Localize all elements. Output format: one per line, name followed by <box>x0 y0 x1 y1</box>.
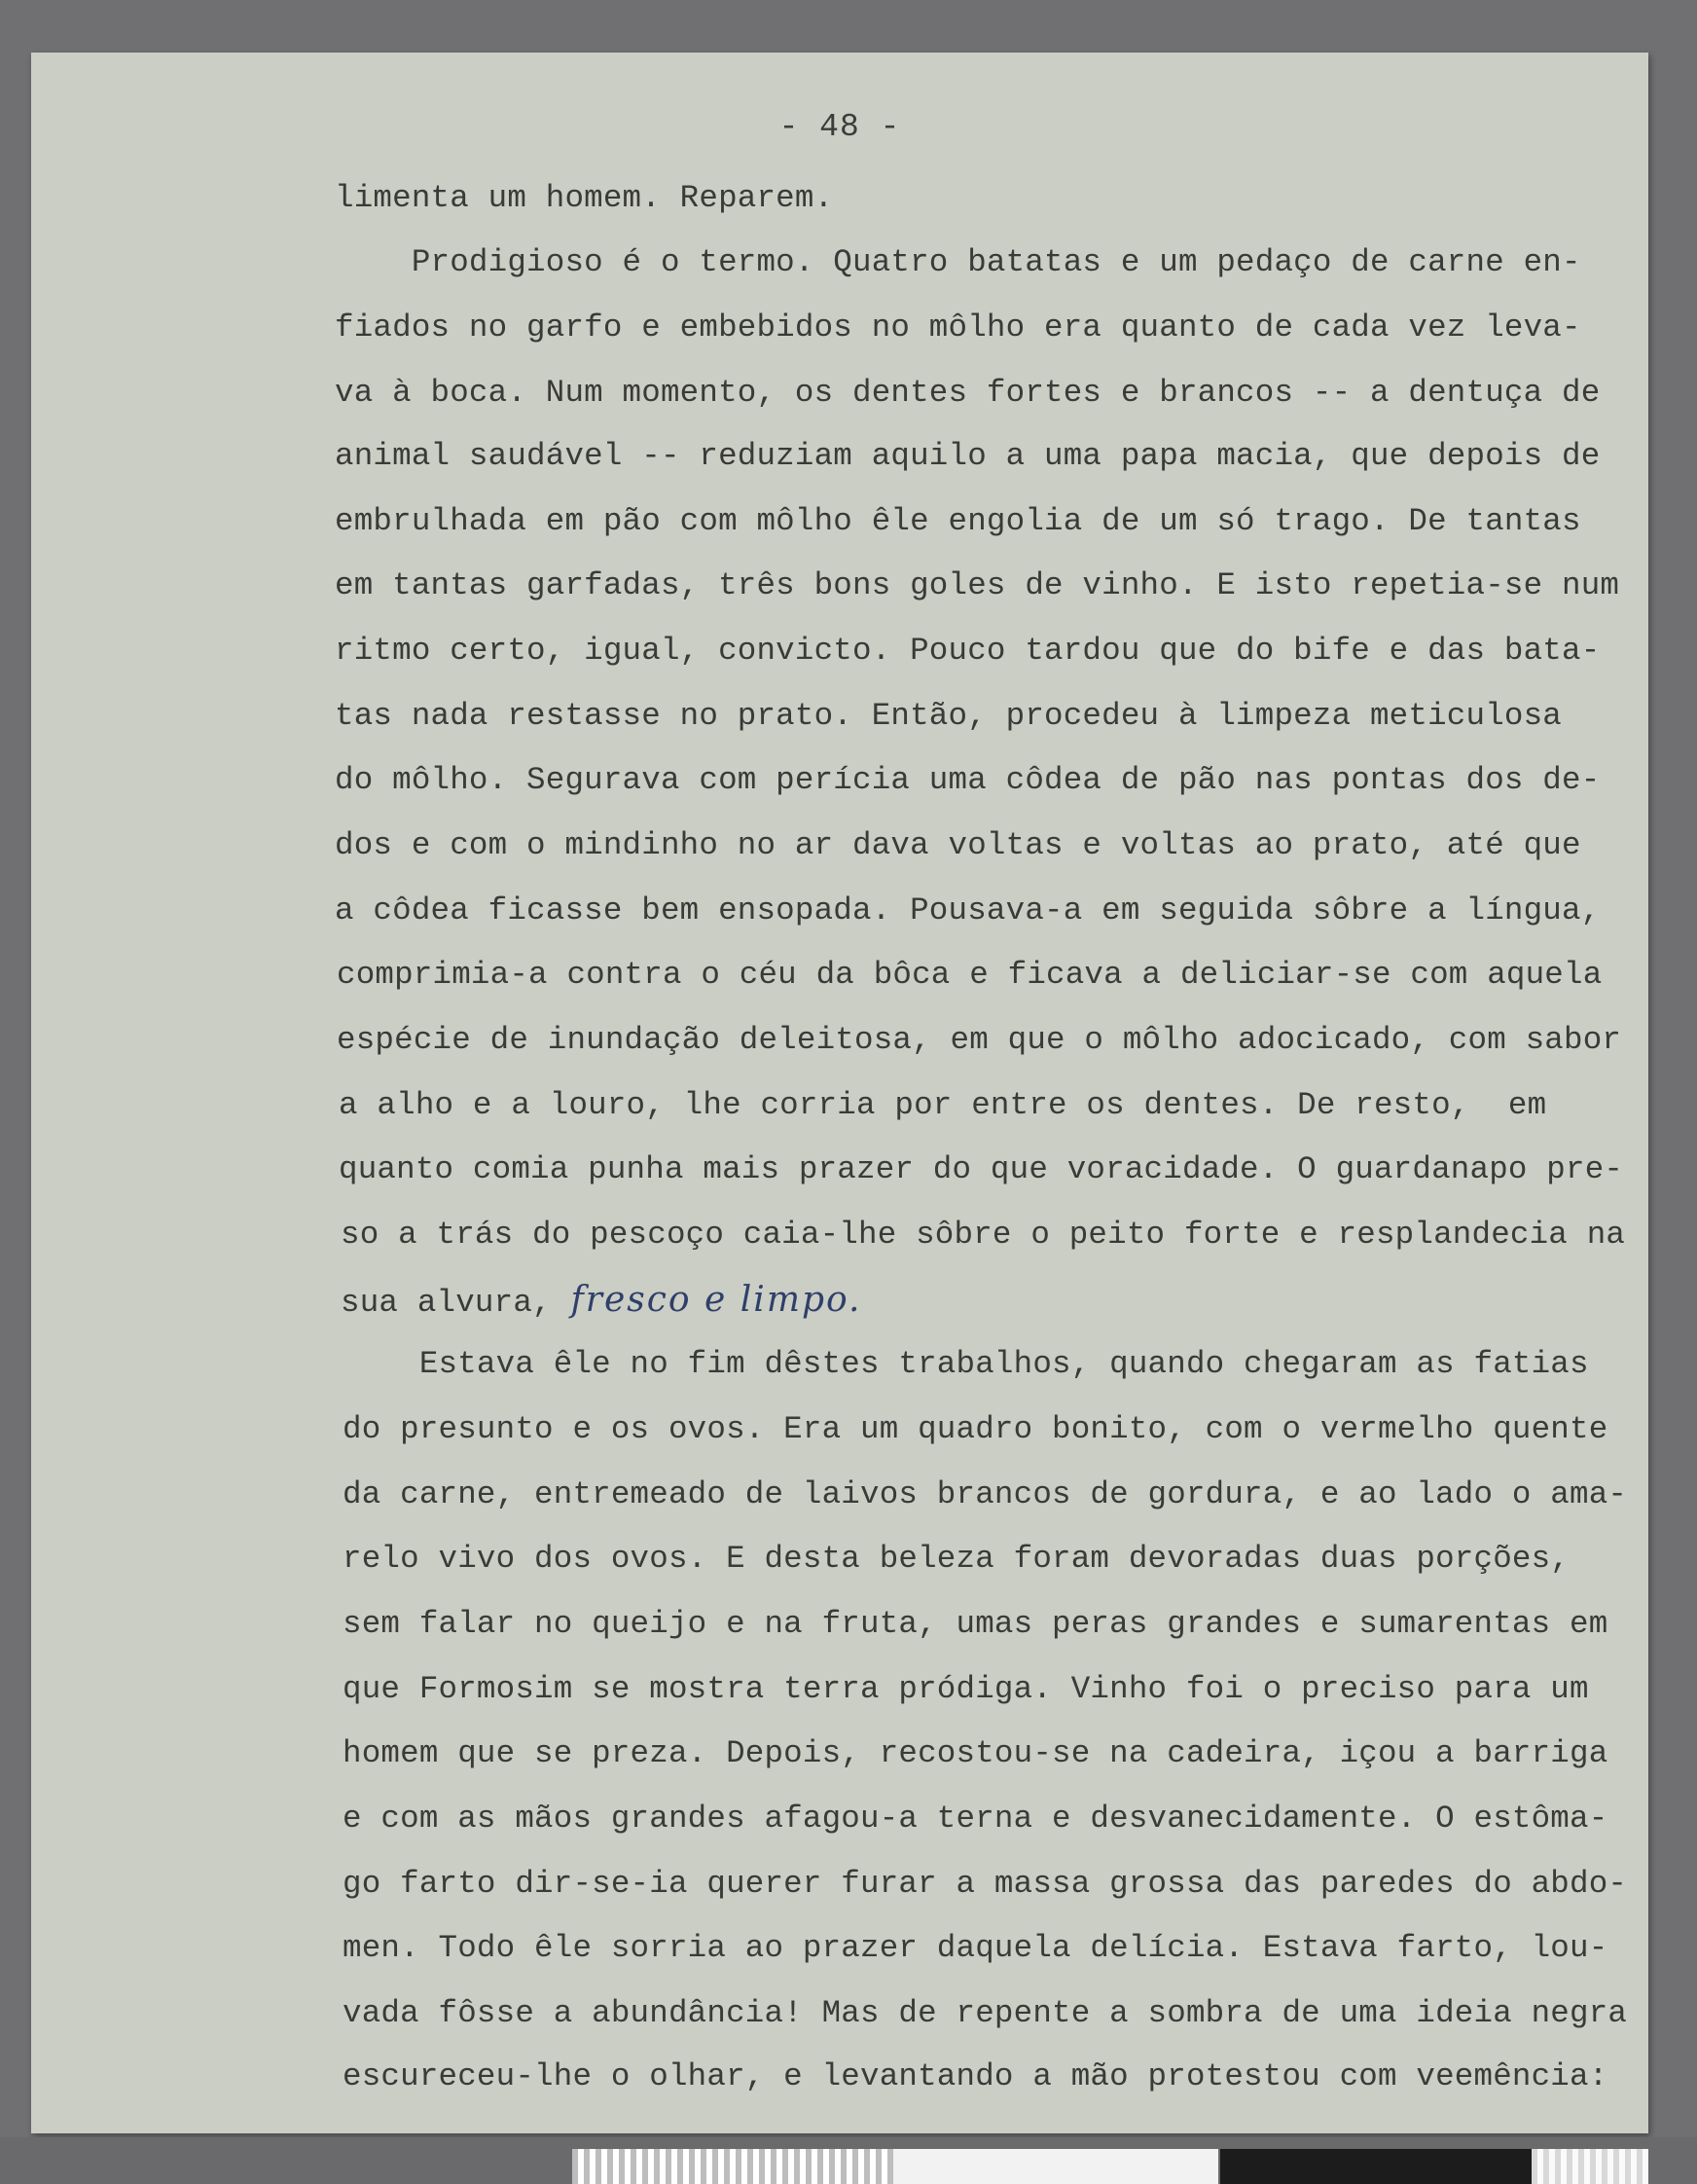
text-line <box>335 757 1678 804</box>
text-line <box>337 1017 1679 1064</box>
text-line-content: ritmo certo, igual, convicto. Pouco tardou que do bife e das bata- <box>335 633 1601 669</box>
text-line-content: da carne, entremeado de laivos brancos de gordura, e ao lado o ama- <box>343 1476 1628 1512</box>
text-line-content: Estava êle no fim dêstes trabalhos, quando chegaram as fatias <box>343 1346 1589 1382</box>
text-line <box>343 2054 1685 2100</box>
text-line <box>339 1147 1681 1193</box>
text-line-content: animal saudável -- reduziam aquilo a uma papa macia, que depois de <box>335 438 1601 474</box>
text-line <box>343 1536 1685 1583</box>
text-line <box>335 693 1678 740</box>
text-line-content: tas nada restasse no prato. Então, procedeu à limpeza meticulosa <box>335 698 1563 734</box>
text-line-content: do presunto e os ovos. Era um quadro bonito, com o vermelho quente <box>343 1411 1608 1447</box>
page-number: - 48 - <box>778 109 901 145</box>
text-line-content: homem que se preza. Depois, recostou-se na cadeira, içou a barriga <box>343 1735 1608 1771</box>
text-line <box>337 952 1679 999</box>
scale-ruler-end <box>1532 2149 1648 2184</box>
text-line <box>335 563 1678 609</box>
text-line-content: dos e com o mindinho no ar dava voltas e voltas ao prato, até que <box>335 827 1581 863</box>
text-line <box>343 1341 1685 1388</box>
text-line-content: so a trás do pescoço caia-lhe sôbre o peito forte e resplandecia na <box>341 1217 1626 1253</box>
text-line-content: em tantas garfadas, três bons goles de vinho. E isto repetia-se num <box>335 567 1620 603</box>
text-line <box>335 305 1678 351</box>
text-line <box>343 1666 1685 1713</box>
text-line-content: limenta um homem. Reparem. <box>335 180 834 216</box>
text-line <box>335 239 1678 286</box>
scale-ruler <box>572 2149 893 2184</box>
text-line-content: embrulhada em pão com môlho êle engolia de um só trago. De tantas <box>335 503 1581 539</box>
text-line-content: escureceu-lhe o olhar, e levantando a mão protestou com veemência: <box>343 2058 1608 2094</box>
text-line <box>343 1472 1685 1518</box>
text-line <box>335 888 1678 934</box>
text-line <box>335 628 1678 674</box>
text-line <box>343 1406 1685 1453</box>
text-line-content: a alho e a louro, lhe corria por entre os dentes. De resto, em <box>339 1087 1547 1123</box>
scale-ruler-blank <box>893 2149 1218 2184</box>
color-calibration-bar <box>1220 2149 1532 2184</box>
text-line-content: quanto comia punha mais prazer do que voracidade. O guardanapo pre- <box>339 1151 1624 1187</box>
text-line-content: relo vivo dos ovos. E desta beleza foram devoradas duas porções, <box>343 1541 1571 1577</box>
text-line-content: fiados no garfo e embebidos no môlho era quanto de cada vez leva- <box>335 309 1581 346</box>
text-line <box>335 433 1678 480</box>
text-line <box>343 1730 1685 1777</box>
text-line <box>339 1082 1681 1129</box>
text-line <box>343 1796 1685 1842</box>
text-line <box>335 370 1678 417</box>
text-line <box>335 498 1678 545</box>
text-line-content: e com as mãos grandes afagou-a terna e desvanecidamente. O estôma- <box>343 1801 1608 1837</box>
text-line <box>335 822 1678 869</box>
text-line <box>343 1601 1685 1648</box>
text-line-content: sua alvura, <box>341 1285 571 1321</box>
text-line-content: comprimia-a contra o céu da bôca e ficava a deliciar-se com aquela <box>337 957 1603 993</box>
text-line-content: Prodigioso é o termo. Quatro batatas e um pedaço de carne en- <box>335 244 1581 280</box>
handwritten-annotation: fresco e limpo. <box>570 1280 862 1320</box>
text-line <box>335 175 1678 222</box>
text-line-content: espécie de inundação deleitosa, em que o môlho adocicado, com sabor <box>337 1022 1622 1058</box>
text-line-content: go farto dir-se-ia querer furar a massa grossa das paredes do abdo- <box>343 1866 1628 1902</box>
text-line-content: a côdea ficasse bem ensopada. Pousava-a em seguida sôbre a língua, <box>335 892 1601 928</box>
text-line <box>343 1990 1685 2037</box>
text-line-content: men. Todo êle sorria ao prazer daquela delícia. Estava farto, lou- <box>343 1930 1608 1966</box>
text-line-content: va à boca. Num momento, os dentes fortes e brancos -- a dentuça de <box>335 375 1601 411</box>
text-line <box>343 1925 1685 1972</box>
text-line <box>341 1277 1683 1324</box>
text-line-content: do môlho. Segurava com perícia uma côdea de pão nas pontas dos de- <box>335 762 1601 798</box>
text-line <box>343 1861 1685 1908</box>
text-line-content: sem falar no queijo e na fruta, umas peras grandes e sumarentas em <box>343 1606 1608 1642</box>
text-line-content: que Formosim se mostra terra pródiga. Vinho foi o preciso para um <box>343 1671 1589 1707</box>
text-line <box>341 1212 1683 1258</box>
text-line-content: vada fôsse a abundância! Mas de repente a sombra de uma ideia negra <box>343 1995 1628 2031</box>
